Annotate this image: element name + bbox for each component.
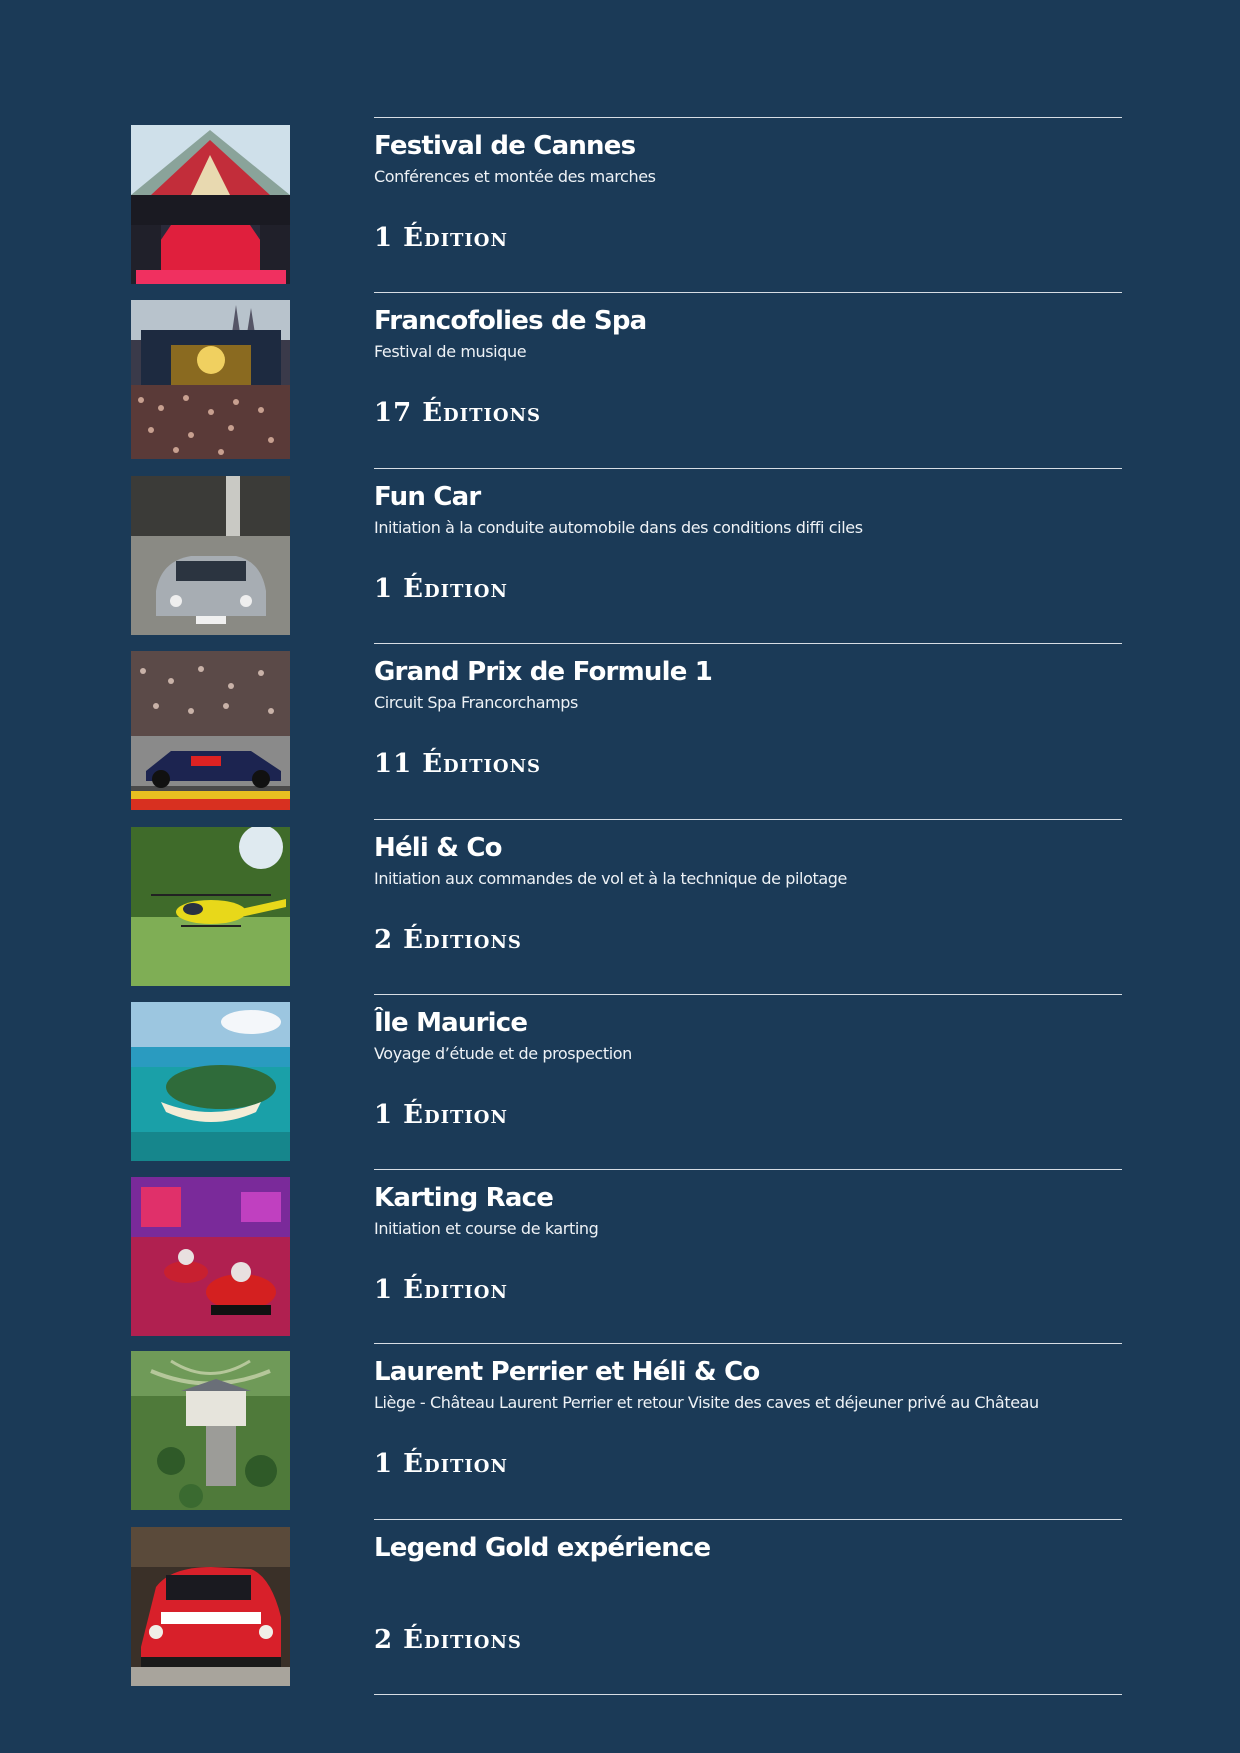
divider — [374, 468, 1122, 469]
rally-car-image — [131, 1527, 290, 1686]
divider — [374, 643, 1122, 644]
event-editions: 1 Édition — [374, 1275, 508, 1305]
divider — [374, 1343, 1122, 1344]
concert-image — [131, 300, 290, 459]
event-item — [0, 292, 1240, 467]
island-image — [131, 1002, 290, 1161]
event-title: Legend Gold expérience — [374, 1533, 711, 1563]
event-item — [0, 1169, 1240, 1344]
event-thumbnail — [131, 476, 290, 635]
event-title: Fun Car — [374, 482, 481, 512]
divider — [374, 117, 1122, 118]
event-subtitle: Initiation à la conduite automobile dans des conditions diffi ciles — [374, 518, 863, 537]
event-subtitle: Conférences et montée des marches — [374, 167, 656, 186]
event-subtitle: Voyage d’étude et de prospection — [374, 1044, 632, 1063]
event-thumbnail — [131, 651, 290, 810]
divider — [374, 994, 1122, 995]
event-item — [0, 643, 1240, 818]
event-title: Festival de Cannes — [374, 131, 636, 161]
car-image — [131, 476, 290, 635]
event-subtitle: Initiation aux commandes de vol et à la technique de pilotage — [374, 869, 847, 888]
event-title: Karting Race — [374, 1183, 554, 1213]
event-editions: 11 Éditions — [374, 749, 542, 779]
formula1-image — [131, 651, 290, 810]
event-item — [0, 1519, 1240, 1694]
event-thumbnail — [131, 1527, 290, 1686]
event-editions: 1 Édition — [374, 574, 508, 604]
event-editions: 17 Éditions — [374, 398, 542, 428]
event-title: Île Maurice — [374, 1008, 528, 1038]
event-subtitle: Circuit Spa Francorchamps — [374, 693, 578, 712]
event-editions: 2 Éditions — [374, 925, 522, 955]
event-subtitle: Liège - Château Laurent Perrier et retour Visite des caves et déjeuner privé au Château — [374, 1393, 1039, 1412]
event-item — [0, 117, 1240, 292]
event-thumbnail — [131, 1177, 290, 1336]
divider — [374, 292, 1122, 293]
event-editions: 1 Édition — [374, 1100, 508, 1130]
red-carpet-image — [131, 125, 290, 284]
event-editions: 1 Édition — [374, 223, 508, 253]
event-item — [0, 819, 1240, 994]
helicopter-image — [131, 827, 290, 986]
event-subtitle: Festival de musique — [374, 342, 527, 361]
event-thumbnail — [131, 300, 290, 459]
event-editions: 2 Éditions — [374, 1625, 522, 1655]
divider — [374, 1694, 1122, 1695]
event-thumbnail — [131, 827, 290, 986]
divider — [374, 1169, 1122, 1170]
event-thumbnail — [131, 1351, 290, 1510]
event-item — [0, 994, 1240, 1169]
event-item — [0, 1343, 1240, 1518]
event-item — [0, 468, 1240, 643]
event-title: Grand Prix de Formule 1 — [374, 657, 713, 687]
event-title: Laurent Perrier et Héli & Co — [374, 1357, 760, 1387]
chateau-image — [131, 1351, 290, 1510]
event-thumbnail — [131, 125, 290, 284]
event-title: Francofolies de Spa — [374, 306, 647, 336]
karting-image — [131, 1177, 290, 1336]
event-title: Héli & Co — [374, 833, 502, 863]
divider — [374, 1519, 1122, 1520]
event-thumbnail — [131, 1002, 290, 1161]
divider — [374, 819, 1122, 820]
event-editions: 1 Édition — [374, 1449, 508, 1479]
event-subtitle: Initiation et course de karting — [374, 1219, 599, 1238]
